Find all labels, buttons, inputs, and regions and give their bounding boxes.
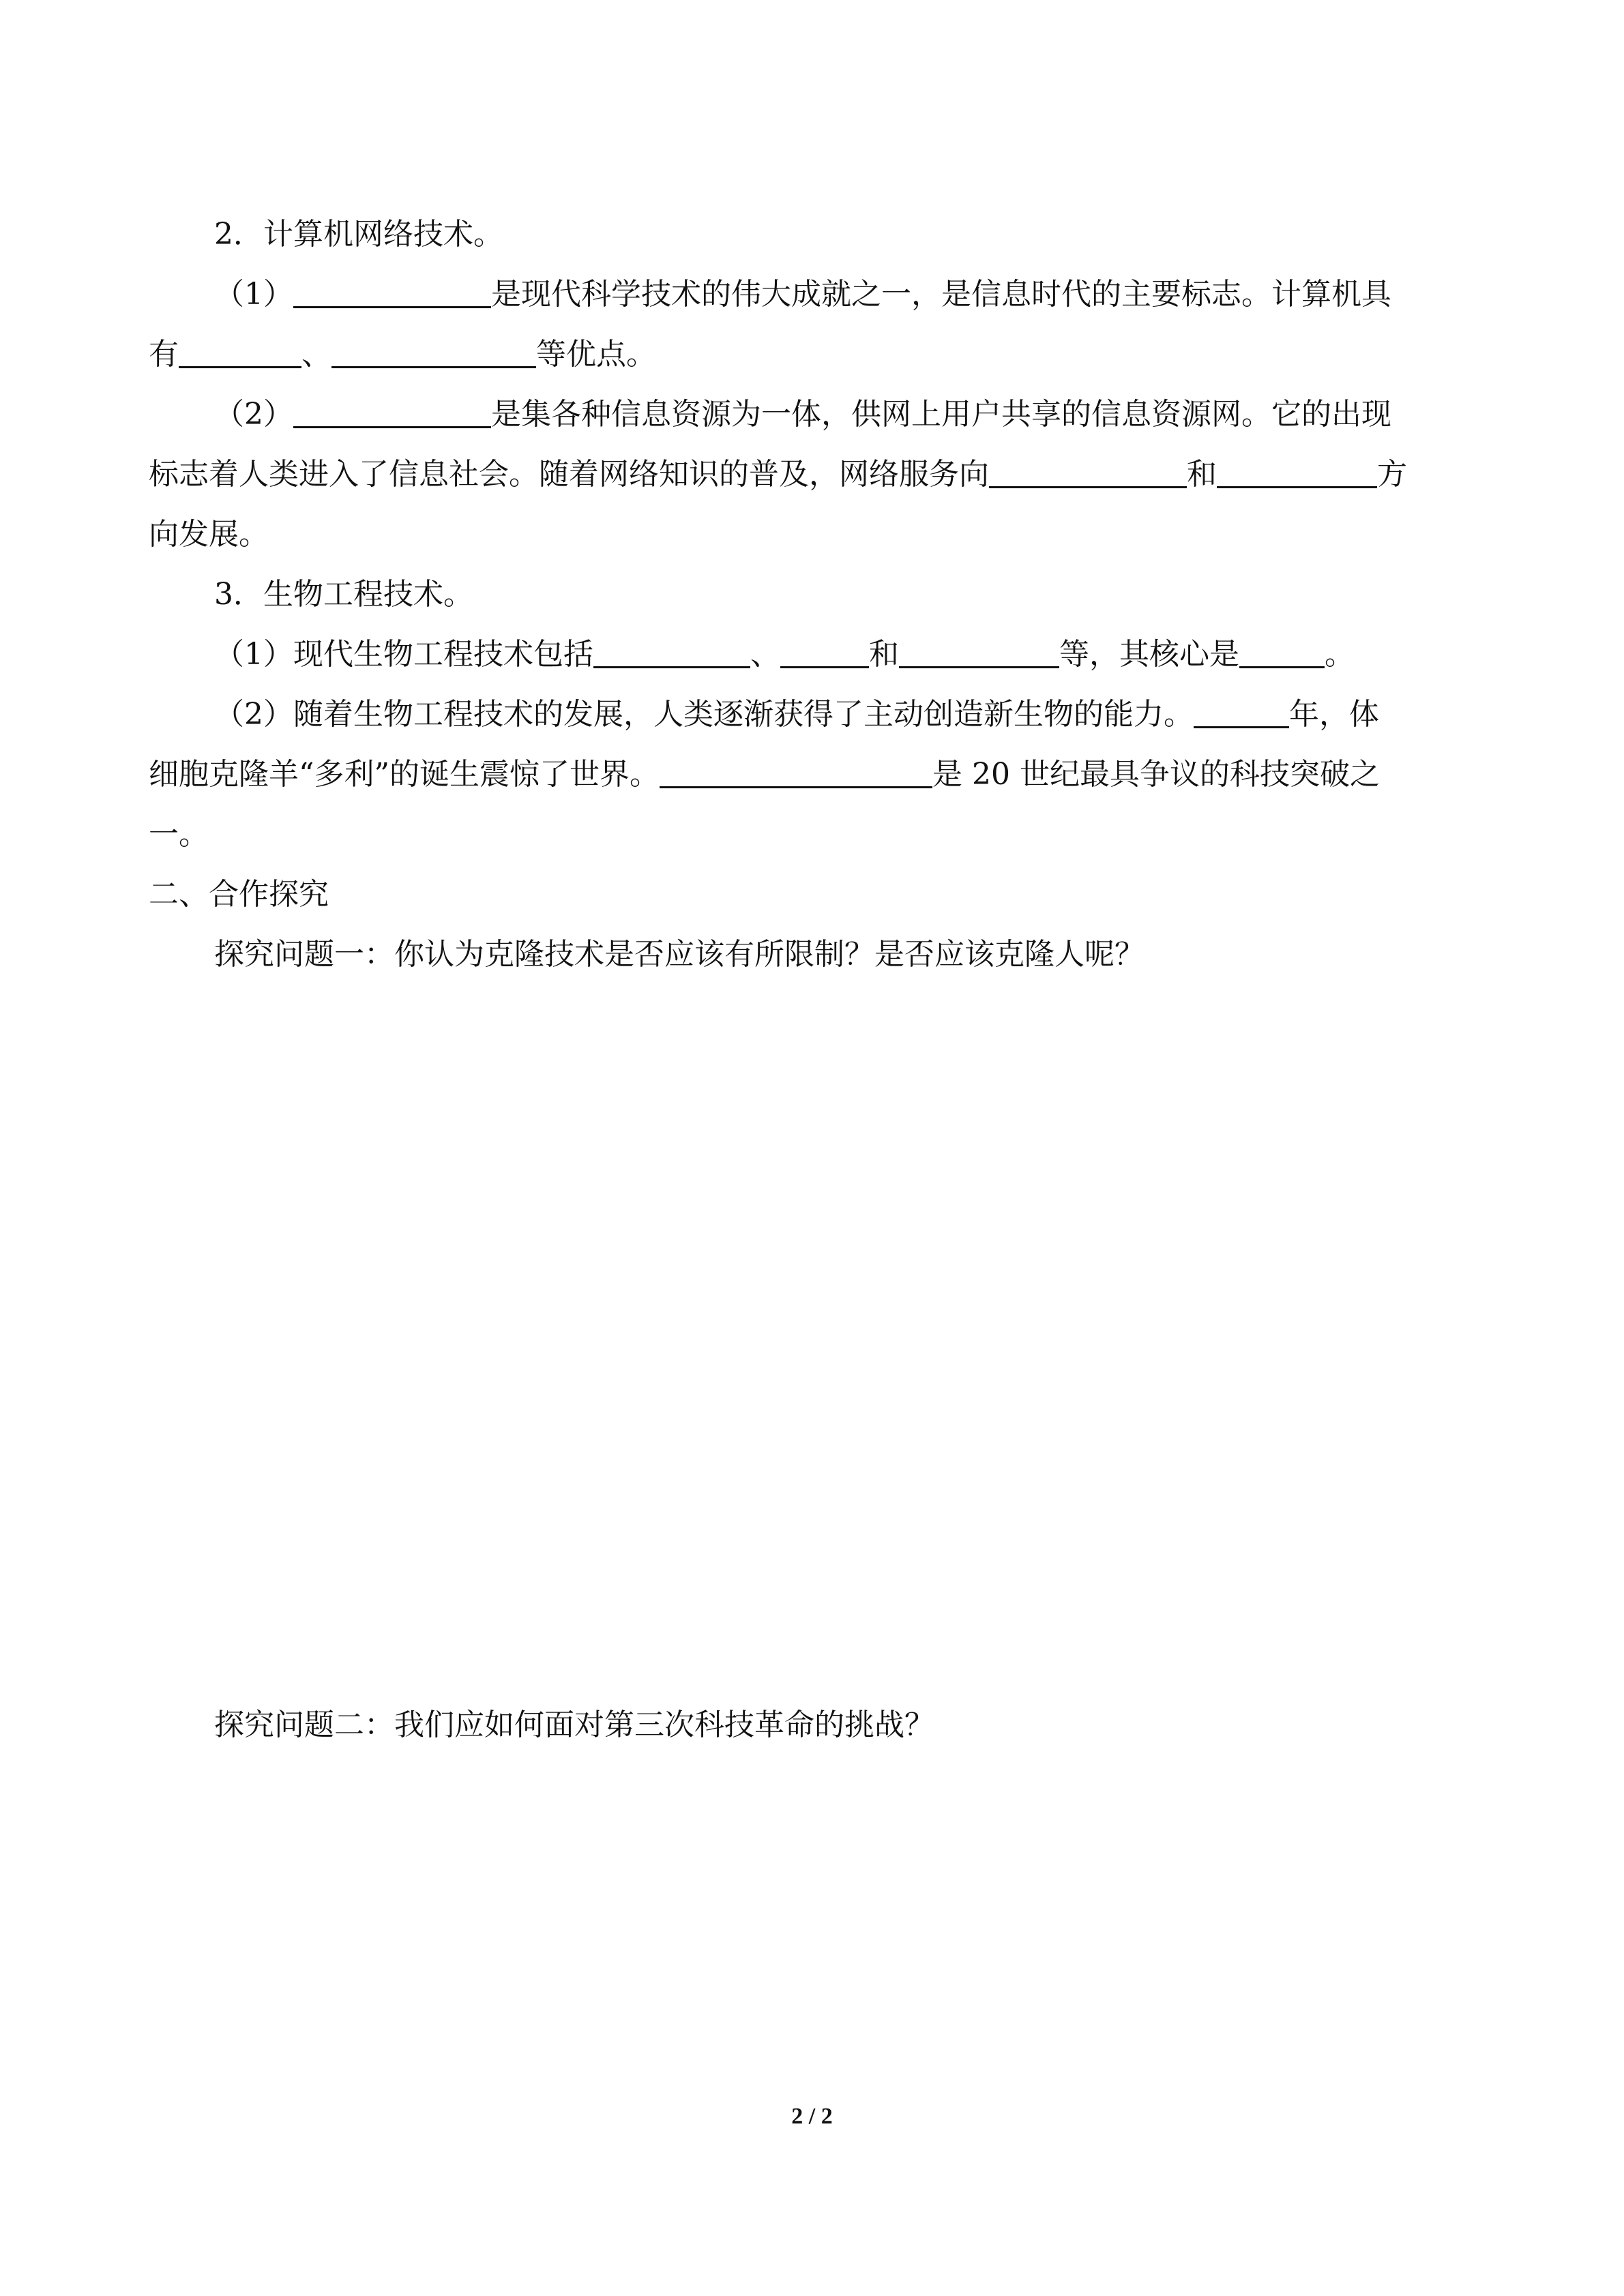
question-text: 是现代科学技术的伟大成就之一，是信息时代的主要标志。计算机具 <box>491 277 1391 312</box>
question-text: （2）随着生物工程技术的发展，人类逐渐获得了主动创造新生物的能力。 <box>214 697 1194 732</box>
question-text: 年，体 <box>1289 697 1379 732</box>
question-text: 、 <box>750 637 780 672</box>
answer-blank[interactable] <box>660 752 932 788</box>
question-number: （1） <box>214 277 293 312</box>
question-text: 。 <box>1325 637 1355 672</box>
answer-blank[interactable] <box>1239 632 1325 668</box>
answer-blank[interactable] <box>593 632 750 668</box>
answer-blank[interactable] <box>179 332 301 368</box>
question-text: （1）现代生物工程技术包括 <box>214 637 593 672</box>
answer-blank[interactable] <box>331 332 536 368</box>
answer-blank[interactable] <box>293 272 491 308</box>
answer-space[interactable] <box>149 985 1488 1695</box>
answer-blank[interactable] <box>1217 452 1377 488</box>
section-2-question-1 <box>149 265 1488 385</box>
question-text: 是集各种信息资源为一体，供网上用户共享的信息资源网。它的出现 <box>491 397 1391 432</box>
question-text: 和 <box>869 637 899 672</box>
question-text: 等，其核心是 <box>1059 637 1239 672</box>
question-number: （2） <box>214 397 293 432</box>
part-2-title: 二、合作探究 <box>149 877 329 912</box>
section-2-title: 2．计算机网络技术。 <box>214 217 503 252</box>
question-text: 是 20 世纪最具争议的科技突破之 <box>932 757 1380 792</box>
answer-blank[interactable] <box>293 392 491 428</box>
section-3-question-2 <box>149 685 1488 865</box>
question-text: 等优点。 <box>536 337 656 372</box>
question-text: 方 <box>1377 457 1407 492</box>
inquiry-question-1: 探究问题一：你认为克隆技术是否应该有所限制？是否应该克隆人呢？ <box>214 937 1145 972</box>
section-3-title: 3．生物工程技术。 <box>214 577 473 612</box>
inquiry-question-2: 探究问题二：我们应如何面对第三次科技革命的挑战？ <box>214 1708 934 1742</box>
answer-blank[interactable] <box>899 632 1059 668</box>
answer-blank[interactable] <box>780 632 869 668</box>
answer-blank[interactable] <box>989 452 1187 488</box>
question-text: 标志着人类进入了信息社会。随着网络知识的普及，网络服务向 <box>149 457 989 492</box>
question-text: 细胞克隆羊“多利”的诞生震惊了世界。 <box>149 757 660 792</box>
question-text: 和 <box>1187 457 1217 492</box>
answer-blank[interactable] <box>1194 692 1289 728</box>
section-2-question-2 <box>149 385 1488 565</box>
question-text: 一。 <box>149 817 209 852</box>
question-text: 向发展。 <box>149 517 269 552</box>
question-text: 有 <box>149 337 179 372</box>
document-content <box>149 205 1488 1755</box>
section-3-question-1 <box>149 625 1488 685</box>
question-text: 、 <box>301 337 331 372</box>
page-number: 2 / 2 <box>791 2104 833 2129</box>
